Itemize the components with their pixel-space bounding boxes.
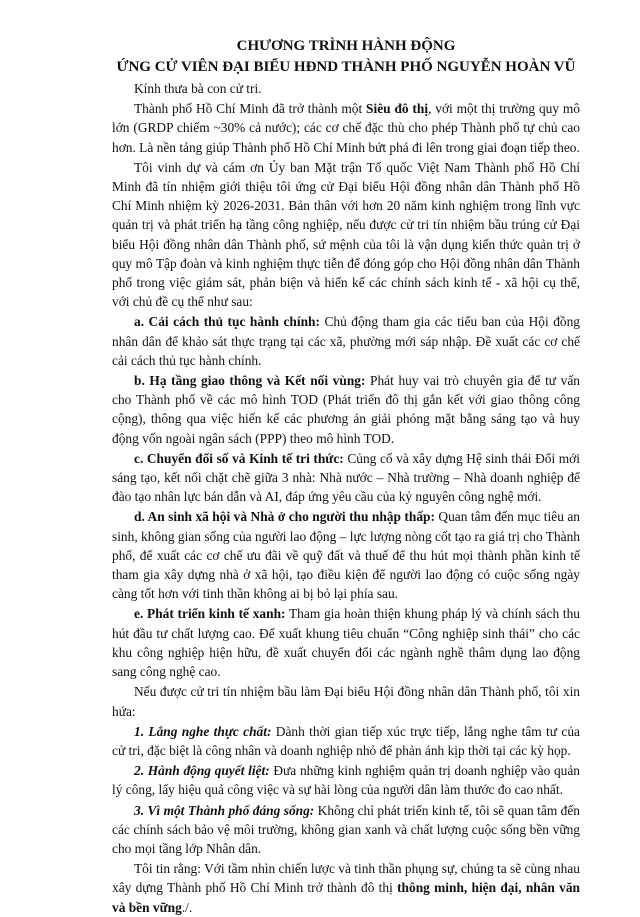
- section-heading: a. Cải cách thủ tục hành chính:: [134, 314, 320, 330]
- pledge-1: [112, 722, 580, 760]
- section-text: Quan tâm đến mục tiêu an sinh, không gian sống của người lao động – lực lượng nòng cốt tạo ra giá trị cho Thành phố, để xuất các cơ chế ưu đãi về quỹ đất và thuế để thu hút mọi thành phần kinh tế tham gia xây dựng nhà ở xã hội, tạo điều kiện để người lao động có cuộc sống ngày càng tốt hơn với tinh thần không ai bị bỏ lại phía sau.: [112, 509, 581, 602]
- section-a: [112, 312, 580, 370]
- pledge-text: Đưa những kinh nghiệm quản trị doanh nghiệp vào quản lý công, lấy hiệu quả công việc và sự hài lòng của người dân làm thước đo cao nhất.: [112, 763, 580, 798]
- document-body: [112, 79, 580, 917]
- closing-emphasis: thông minh, hiện đại, nhân văn và bền vững: [112, 880, 581, 915]
- pledge-text: Không chỉ phát triển kinh tế, tôi sẽ quan tâm đến các chính sách bảo vệ môi trường, không gian xanh và chất lượng cuộc sống bền vững cho mọi tầng lớp Nhân dân.: [112, 802, 580, 856]
- section-heading: d. An sinh xã hội và Nhà ở cho người thu nhập thấp:: [134, 509, 435, 525]
- pledge-text: Dành thời gian tiếp xúc trực tiếp, lắng nghe tâm tư của cử tri, đặc biệt là công nhân và doanh nghiệp nhỏ để phản ánh kịp thời tại các kỳ họp.: [112, 723, 580, 758]
- pledge-heading: 2. Hành động quyết liệt:: [134, 763, 270, 779]
- section-text: Phát huy vai trò chuyên gia để tư vấn cho Thành phố về các mô hình TOD (Phát triển đô thị gắn kết với giao thông công cộng), thông qua việc hiến kế các phương án giải phóng mặt bằng sáng tạo và huy động vốn ngoài ngân sách (PPP) theo mô hình TOD.: [112, 373, 581, 446]
- section-text: Chủ động tham gia các tiểu ban của Hội đồng nhân dân để khảo sát thực trạng tại các xã, phường mới sáp nhập. Đề xuất các cơ chế cải cách thủ tục hành chính.: [112, 314, 580, 368]
- section-heading: b. Hạ tầng giao thông và Kết nối vùng:: [134, 373, 366, 389]
- intro-paragraph-2: Tôi vinh dự và cám ơn Ủy ban Mặt trận Tổ quốc Việt Nam Thành phố Hồ Chí Minh đã tín nhiệm giới thiệu tôi ứng cử Đại biểu Hội đồng nhân dân Thành phố Hồ Chí Minh nhiệm kỳ 2026-2031. Bản thân với hơn 20 năm kinh nghiệm trong lĩnh vực quản trị và phát triển hạ tầng công nghiệp, nếu được cử tri tín nhiệm bầu trúng cử Đại biểu Hội đồng nhân dân Thành phố, sứ mệnh của tôi là vận dụng kiến thức quản trị ở quy mô Tập đoàn và kinh nghiệm thực tiễn để đóng góp cho Hội đồng nhân dân Thành phố trong việc giám sát, phản biện và hiến kế các chính sách kinh tế - xã hội cụ thể, với chủ đề cụ thể như sau:: [112, 159, 580, 310]
- pledge-heading: 3. Vì một Thành phố đáng sống:: [134, 802, 315, 818]
- section-c: [112, 449, 580, 507]
- intro-paragraph-1: Thành phố Hồ Chí Minh đã trở thành một Siêu đô thị, với một thị trường quy mô lớn (GRDP chiếm ~30% cả nước); các cơ chế đặc thù cho phép Thành phố tự chủ cao hơn. Là nền tảng giúp Thành phố Hồ Chí Minh bứt phá đi lên trong giai đoạn tiếp theo.: [112, 101, 580, 155]
- emphasis-sieu-do-thi: Siêu đô thị: [366, 101, 429, 117]
- section-text: Tham gia hoàn thiện khung pháp lý và chính sách thu hút đầu tư chất lượng cao. Để xuất khung tiêu chuẩn “Công nghiệp sinh thái” cho các khu công nghiệp hiện hữu, đề xuất chuyển đổi các ngành nghề thâm dụng lao động sang công nghệ cao.: [112, 606, 580, 680]
- section-heading: e. Phát triển kinh tế xanh:: [134, 606, 286, 622]
- closing-paragraph: Tôi tin rằng: Với tầm nhìn chiến lược và tinh thần phụng sự, chúng ta sẽ cùng nhau xây dựng Thành phố Hồ Chí Minh trở thành đô thị thông minh, hiện đại, nhân văn và bền vững./.: [112, 861, 581, 915]
- pledge-intro: Nếu được cử tri tín nhiệm bầu làm Đại biểu Hội đồng nhân dân Thành phố, tôi xin hứa:: [112, 684, 580, 719]
- pledge-heading: 1. Lắng nghe thực chất:: [134, 723, 272, 739]
- pledge-3: [112, 801, 580, 859]
- pledge-2: [112, 761, 580, 799]
- document-title: CHƯƠNG TRÌNH HÀNH ĐỘNG: [236, 38, 456, 54]
- section-d: [112, 507, 580, 603]
- section-text: Củng cố và xây dựng Hệ sinh thái Đổi mới sáng tạo, kết nối chặt chẽ giữa 3 nhà: Nhà nước – Nhà trường – Nhà doanh nghiệp để đào tạo nhân lực bán dẫn và AI, đáp ứng yêu cầu của kỷ nguyên công nghệ mới.: [112, 450, 580, 505]
- document-subtitle: ỨNG CỬ VIÊN ĐẠI BIỂU HĐND THÀNH PHỐ NGUYỄN HOÀN VŨ: [116, 59, 576, 75]
- section-e: [112, 604, 580, 681]
- section-b: [112, 371, 580, 448]
- section-heading: c. Chuyển đổi số và Kinh tế tri thức:: [134, 450, 344, 466]
- greeting: Kính thưa bà con cử tri.: [134, 81, 262, 96]
